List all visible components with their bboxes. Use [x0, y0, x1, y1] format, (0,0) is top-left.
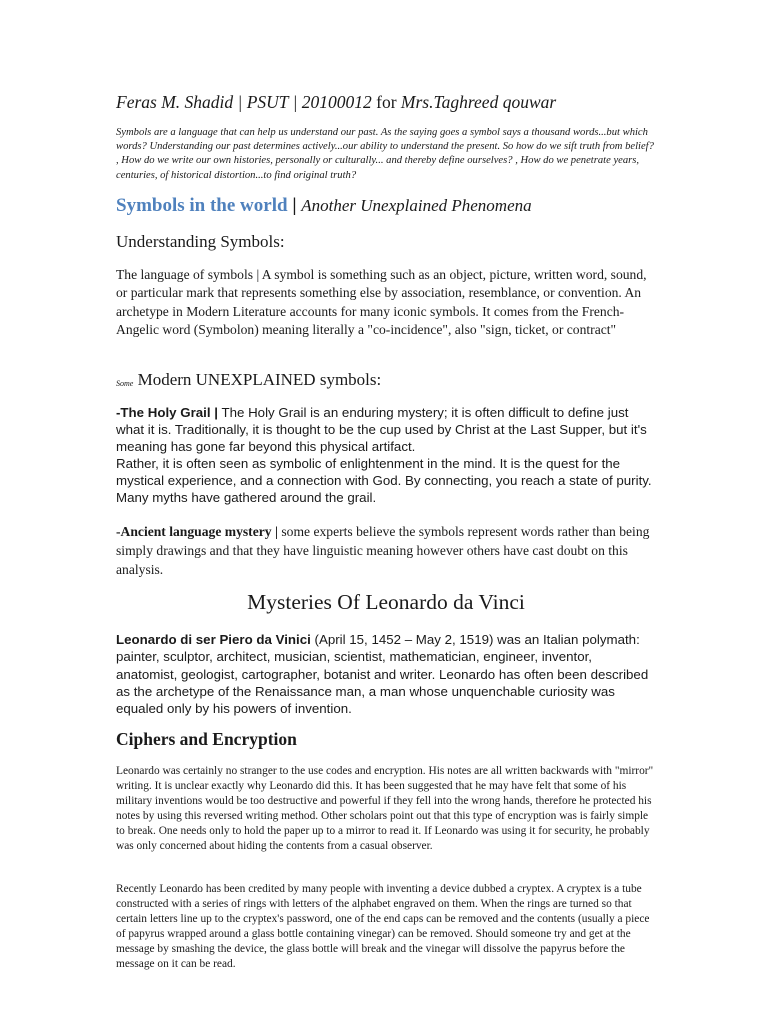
leonardo-bio-text: (April 15, 1452 – May 2, 1519) was an Italian polymath: painter, sculptor, architect, musician, scientist, mathematician, engineer, inventor, anatomist, geologist, cartographer, botanist and writer. Leonardo has often been described as the archetype of the Renaissance man, a man whose unquenchable curiosity was equaled only by his powers of invention.	[116, 632, 649, 717]
section-separator: |	[292, 195, 297, 216]
section-title: Symbols in the world	[116, 195, 288, 216]
for-word: for	[376, 92, 397, 112]
ancient-language-lead: -Ancient language mystery |	[116, 524, 278, 539]
ancient-language-paragraph	[116, 522, 656, 579]
leonardo-bio	[116, 631, 656, 717]
recipient-name: Mrs.Taghreed qouwar	[400, 92, 557, 112]
author-info: Feras M. Shadid | PSUT | 20100012	[116, 92, 372, 112]
ancient-language-text: some experts believe the symbols represent words rather than being simply drawings and that they have linguistic meaning however others have cast doubt on this analysis.	[116, 524, 650, 577]
author-header	[116, 92, 676, 113]
some-prefix: Some	[116, 379, 134, 388]
ciphers-paragraph-2: Recently Leonardo has been credited by many people with inventing a device dubbed a cryptex. A cryptex is a tube constructed with a series of rings with letters of the alphabet engraved on them. When the rings are turned so that certain letters line up to the cryptex's password, one of the end caps can be removed and the contents (usually a piece of papyrus wrapped around a glass bottle containing vinegar) can be removed. Should someone try and get at the message by smashing the device, the glass bottle will break and the vinegar will dissolve the papyrus before the message on it can be read.	[116, 883, 650, 971]
understanding-heading: Understanding Symbols:	[116, 232, 285, 251]
unexplained-heading	[116, 370, 381, 390]
leonardo-title: Mysteries Of Leonardo da Vinci	[247, 590, 525, 614]
ciphers-heading: Ciphers and Encryption	[116, 729, 297, 749]
holy-grail-text-2: Rather, it is often seen as symbolic of enlightenment in the mind. It is the quest for the mystical experience, and a connection with God. By connecting, you reach a state of purity. Many myths have gathered around the grail.	[116, 456, 652, 505]
ciphers-paragraph-1: Leonardo was certainly no stranger to the use codes and encryption. His notes are all written backwards with "mirror" writing. It is unclear exactly why Leonardo did this. It has been suggested that he may have felt that some of his military inventions would be too destructive and powerful if they fell into the wrong hands, therefore he protected his notes by using this reversed writing method. Other scholars point out that this type of encryption was is fairly simple to break. One needs only to hold the paper up to a mirror to read it. If Leonardo was using it for security, he probably was only concerned about hiding the contents from a casual observer.	[116, 765, 654, 853]
language-paragraph: The language of symbols | A symbol is something such as an object, picture, written word, sound, or particular mark that represents something else by association, resemblance, or convention. An archetype in Modern Literature accounts for many iconic symbols. It comes from the French-Angelic word (Symbolon) meaning literally a "co-incidence", also "sign, ticket, or contract"	[116, 267, 647, 337]
holy-grail-paragraph	[116, 404, 656, 506]
intro-paragraph: Symbols are a language that can help us understand our past. As the saying goes a symbol says a thousand words...but which words? Understanding our past determines actively...our ability to understand the present. So how do we sift truth from belief? , How do we write our own histories, personally or culturally... and thereby define ourselves? , How do we penetrate years, centuries, of historical distortion...to find original truth?	[116, 127, 654, 181]
holy-grail-text: The Holy Grail is an enduring mystery; it is often difficult to define just what it is. Traditionally, it is thought to be the cup used by Christ at the Last Supper, but it's meaning has gone far beyond this physical artifact.	[116, 405, 647, 454]
holy-grail-lead: -The Holy Grail |	[116, 405, 218, 420]
section-subtitle: Another Unexplained Phenomena	[301, 196, 532, 215]
unexplained-title: Modern UNEXPLAINED symbols:	[137, 370, 382, 389]
leonardo-name: Leonardo di ser Piero da Vinici	[116, 632, 311, 647]
section-heading	[116, 195, 676, 217]
